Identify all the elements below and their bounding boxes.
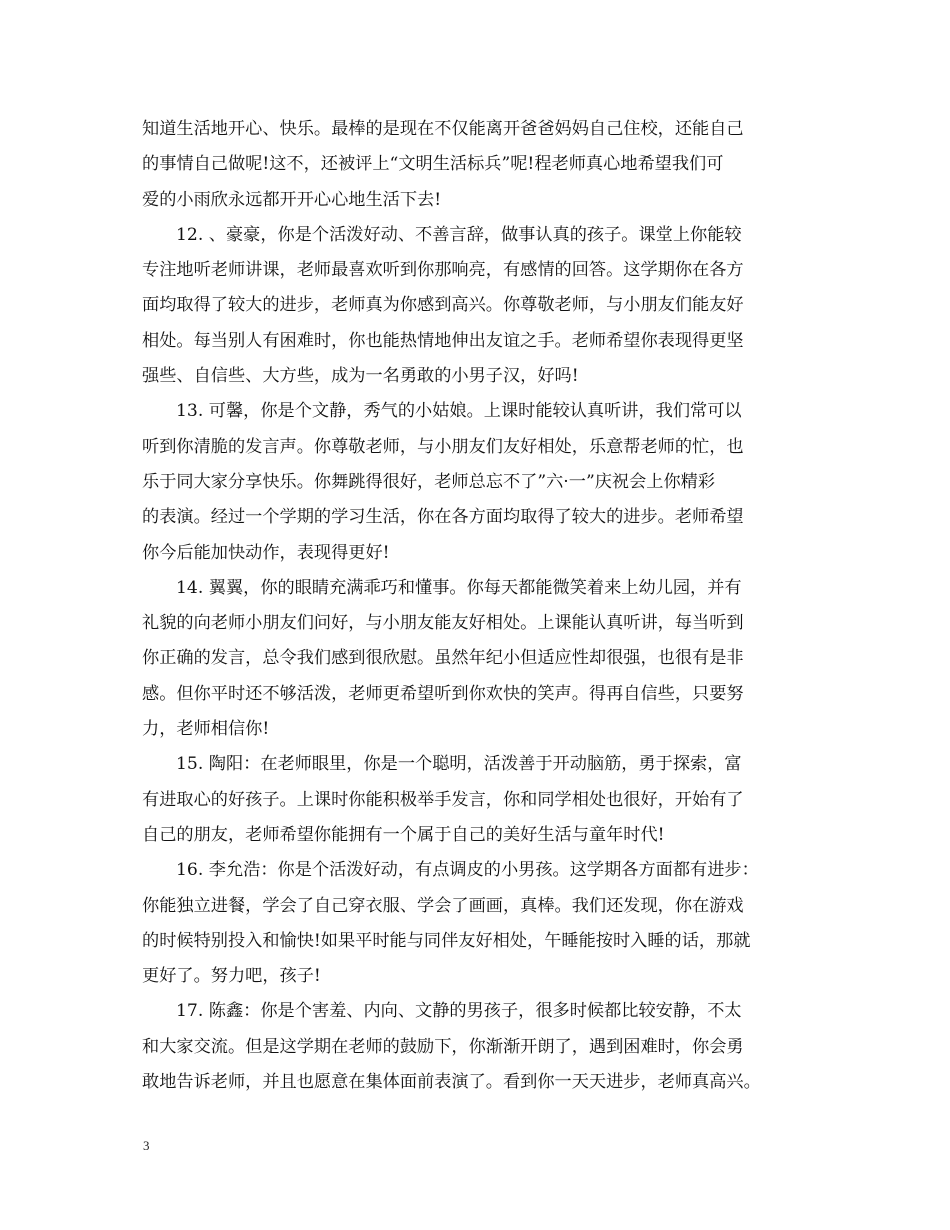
text-line: 专注地听老师讲课，老师最喜欢听到你那响亮，有感情的回答。这学期你在各方: [142, 260, 744, 281]
text-line: 感。但你平时还不够活泼，老师更希望听到你欢快的笑声。得再自信些，只要努: [142, 683, 744, 704]
text-line: 14. 翼翼，你的眼睛充满乖巧和懂事。你每天都能微笑着来上幼儿园，并有: [176, 577, 742, 598]
paragraph-16: [142, 853, 825, 994]
text-line: 听到你清脆的发言声。你尊敬老师，与小朋友们友好相处，乐意帮老师的忙，也: [142, 436, 744, 457]
text-line: 强些、自信些、大方些，成为一名勇敢的小男子汉，好吗!: [142, 366, 579, 387]
paragraph-17: [142, 994, 825, 1100]
text-line: 面均取得了较大的进步，老师真为你感到高兴。你尊敬老师，与小朋友们能友好: [142, 295, 744, 316]
text-line: 相处。每当别人有困难时，你也能热情地伸出友谊之手。老师希望你表现得更坚: [142, 330, 744, 351]
text-line: 乐于同大家分享快乐。你舞跳得很好，老师总忘不了”六·一”庆祝会上你精彩: [142, 471, 716, 492]
text-line: 17. 陈鑫：你是个害羞、内向、文静的男孩子，很多时候都比较安静，不太: [176, 1001, 742, 1022]
text-line: 你能独立进餐，学会了自己穿衣服、学会了画画，真棒。我们还发现，你在游戏: [142, 895, 744, 916]
paragraph-12: [142, 218, 825, 394]
text-line: 有进取心的好孩子。上课时你能积极举手发言，你和同学相处也很好，开始有了: [142, 789, 744, 810]
text-line: 的表演。经过一个学期的学习生活，你在各方面均取得了较大的进步。老师希望: [142, 507, 744, 528]
text-line: 爱的小雨欣永远都开开心心地生活下去!: [142, 189, 442, 210]
document-body: [142, 112, 825, 1100]
text-line: 力，老师相信你!: [142, 719, 270, 740]
text-line: 和大家交流。但是这学期在老师的鼓励下，你渐渐开朗了，遇到困难时，你会勇: [142, 1036, 744, 1057]
text-line: 你今后能加快动作，表现得更好!: [142, 542, 390, 563]
text-line: 15. 陶阳：在老师眼里，你是一个聪明，活泼善于开动脑筋，勇于探索，富: [176, 754, 742, 775]
paragraph-15: [142, 747, 825, 853]
paragraph-continuation: [142, 112, 825, 218]
paragraph-13: [142, 394, 825, 570]
text-line: 知道生活地开心、快乐。最棒的是现在不仅能离开爸爸妈妈自己住校，还能自己: [142, 119, 744, 139]
text-line: 16. 李允浩：你是个活泼好动，有点调皮的小男孩。这学期各方面都有进步：: [176, 860, 759, 881]
text-line: 更好了。努力吧，孩子!: [142, 966, 321, 987]
text-line: 的时候特别投入和愉快!如果平时能与同伴友好相处，午睡能按时入睡的话，那就: [142, 930, 751, 951]
text-line: 12. 、豪豪，你是个活泼好动、不善言辞，做事认真的孩子。课堂上你能较: [176, 224, 742, 245]
paragraph-14: [142, 571, 825, 747]
text-line: 你正确的发言，总令我们感到很欣慰。虽然年纪小但适应性却很强，也很有是非: [142, 648, 744, 669]
text-line: 礼貌的向老师小朋友们问好，与小朋友能友好相处。上课能认真听讲，每当听到: [142, 613, 744, 634]
text-line: 自己的朋友，老师希望你能拥有一个属于自己的美好生活与童年时代!: [142, 824, 665, 845]
text-line: 的事情自己做呢!这不，还被评上“文明生活标兵”呢!程老师真心地希望我们可: [142, 154, 724, 175]
text-line: 13. 可馨，你是个文静，秀气的小姑娘。上课时能较认真听讲，我们常可以: [176, 401, 742, 422]
text-line: 敢地告诉老师，并且也愿意在集体面前表演了。看到你一天天进步，老师真高兴。: [142, 1072, 761, 1093]
page-number: 3: [143, 1138, 150, 1153]
